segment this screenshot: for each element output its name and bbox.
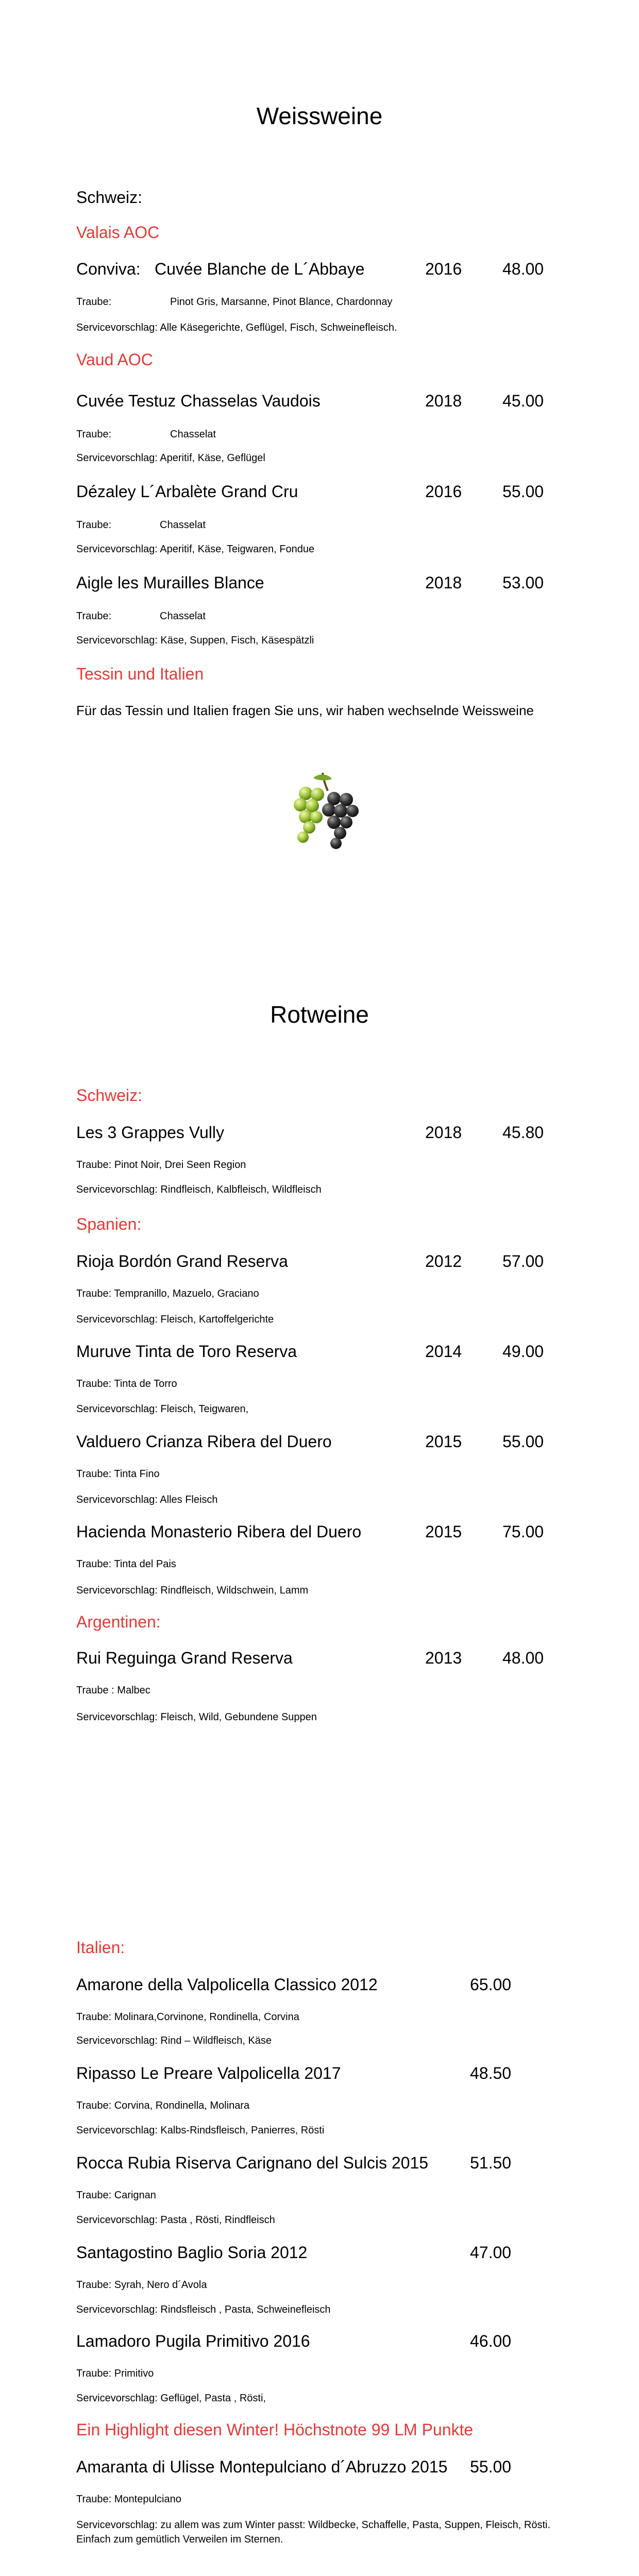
wine-price: 55.00 (502, 1432, 544, 1451)
wine-price: 57.00 (502, 1252, 544, 1270)
wine-year: 2015 (425, 1522, 462, 1541)
wine-service: Servicevorschlag: Rindfleisch, Kalbfleisch, Wildfleisch (76, 1184, 322, 1195)
wine-price: 55.00 (502, 482, 544, 501)
wine-name: Les 3 Grappes Vully (76, 1123, 224, 1142)
wine-service: Servicevorschlag: Rindfleisch, Wildschwein, Lamm (76, 1585, 309, 1596)
wine-service: Servicevorschlag: Rindsfleisch , Pasta, Schweinefleisch (76, 2304, 331, 2315)
white-country-label: Schweiz: (76, 188, 143, 207)
section-heading-italy: Italien: (76, 1938, 125, 1957)
wine-name: Ripasso Le Preare Valpolicella 2017 (76, 2064, 341, 2082)
wine-year: 2018 (425, 392, 462, 410)
wine-grape-label: Traube: (76, 429, 112, 440)
wine-service: Servicevorschlag: Rind – Wildfleisch, Käse (76, 2035, 272, 2046)
wine-grape: Traube: Primitivo (76, 2368, 154, 2379)
wine-name: Amarone della Valpolicella Classico 2012 (76, 1975, 378, 1994)
wine-name: Aigle les Murailles Blance (76, 573, 264, 592)
wine-name: Dézaley L´Arbalète Grand Cru (76, 482, 298, 501)
wine-name: Hacienda Monasterio Ribera del Duero (76, 1522, 362, 1541)
wine-price: 75.00 (502, 1522, 544, 1541)
highlight-heading: Ein Highlight diesen Winter! Höchstnote 99 LM Punkte (76, 2420, 474, 2439)
wine-grape-label: Traube: (76, 519, 112, 531)
wine-price: 48.00 (502, 260, 544, 278)
wine-year: 2018 (425, 573, 462, 592)
wine-grape-label: Traube: (76, 296, 112, 308)
wine-service: Servicevorschlag: Aperitif, Käse, Teigwaren, Fondue (76, 544, 315, 555)
wine-service: Servicevorschlag: Kalbs-Rindsfleisch, Panierres, Rösti (76, 2125, 325, 2136)
wine-grape-label: Traube: (76, 611, 112, 622)
wine-service: Servicevorschlag: Geflügel, Pasta , Rösti, (76, 2393, 266, 2404)
wine-grape: Traube: Montepulciano (76, 2494, 181, 2505)
wine-price: 65.00 (470, 1975, 512, 1994)
wine-service: Servicevorschlag: Fleisch, Teigwaren, (76, 1403, 249, 1415)
wine-price: 48.50 (470, 2064, 512, 2082)
wine-year: 2015 (425, 1432, 462, 1451)
wine-grape: Traube: Tempranillo, Mazuelo, Graciano (76, 1288, 259, 1299)
wine-name: Muruve Tinta de Toro Reserva (76, 1342, 297, 1361)
wine-price: 46.00 (470, 2332, 512, 2350)
section-heading-switzerland: Schweiz: (76, 1086, 143, 1105)
wine-name: Rui Reguinga Grand Reserva (76, 1649, 293, 1667)
wine-service: Servicevorschlag: Alle Käsegerichte, Geflügel, Fisch, Schweinefleisch. (76, 322, 397, 333)
wine-service-line2: Einfach zum gemütlich Verweilen im Sternen. (76, 2534, 283, 2545)
section-heading-argentina: Argentinen: (76, 1613, 161, 1631)
wine-service: Servicevorschlag: zu allem was zum Winter passt: Wildbecke, Schaffelle, Pasta, Suppen, Fleisch, Rösti. (76, 2519, 551, 2531)
wine-name: Lamadoro Pugila Primitivo 2016 (76, 2332, 310, 2350)
wine-year: 2018 (425, 1123, 462, 1142)
wine-grape: Traube: Pinot Noir, Drei Seen Region (76, 1159, 246, 1171)
wine-name: Santagostino Baglio Soria 2012 (76, 2243, 308, 2262)
wine-grape: Traube: Corvina, Rondinella, Molinara (76, 2100, 250, 2111)
wine-grape: Chasselat (160, 611, 206, 622)
wine-name: Amaranta di Ulisse Montepulciano d´Abruzzo 2015 (76, 2458, 448, 2476)
wine-grape: Traube: Molinara,Corvinone, Rondinella, Corvina (76, 2011, 299, 2023)
section-heading-vaud: Vaud AOC (76, 350, 153, 369)
red-wines-title: Rotweine (270, 1001, 369, 1028)
wine-grape: Chasselat (170, 429, 216, 440)
wine-year: 2014 (425, 1342, 462, 1361)
wine-grape: Traube: Tinta Fino (76, 1468, 160, 1480)
section-heading-spain: Spanien: (76, 1215, 142, 1233)
wine-grape: Traube: Carignan (76, 2190, 156, 2201)
wine-price: 53.00 (502, 573, 544, 592)
white-note: Für das Tessin und Italien fragen Sie uns, wir haben wechselnde Weissweine (76, 703, 534, 718)
wine-price: 51.50 (470, 2154, 512, 2172)
wine-year: 2013 (425, 1649, 462, 1667)
wine-grape: Traube: Tinta de Torro (76, 1378, 177, 1389)
wine-grape: Pinot Gris, Marsanne, Pinot Blance, Chardonnay (170, 296, 393, 308)
wine-year: 2016 (425, 482, 462, 501)
wine-service: Servicevorschlag: Aperitif, Käse, Geflügel (76, 452, 265, 464)
wine-price: 45.80 (502, 1123, 544, 1142)
wine-year: 2016 (425, 260, 462, 278)
section-heading-valais: Valais AOC (76, 223, 160, 242)
wine-name: Rioja Bordón Grand Reserva (76, 1252, 288, 1270)
wine-price: 45.00 (502, 392, 544, 410)
white-wines-title: Weissweine (256, 103, 383, 129)
wine-name: Cuvée Blanche de L´Abbaye (155, 260, 365, 278)
grapes-icon (282, 768, 370, 855)
wine-grape: Traube: Tinta del Pais (76, 1558, 176, 1570)
wine-name: Valduero Crianza Ribera del Duero (76, 1432, 332, 1451)
wine-name: Cuvée Testuz Chasselas Vaudois (76, 392, 321, 410)
wine-price: 55.00 (470, 2458, 512, 2476)
wine-name: Rocca Rubia Riserva Carignano del Sulcis 2015 (76, 2154, 429, 2172)
wine-service: Servicevorschlag: Käse, Suppen, Fisch, Käsespätzli (76, 635, 314, 646)
section-heading-tessin: Tessin und Italien (76, 665, 204, 683)
wine-service: Servicevorschlag: Pasta , Rösti, Rindfleisch (76, 2214, 275, 2226)
wine-price: 47.00 (470, 2243, 512, 2262)
wine-price: 49.00 (502, 1342, 544, 1361)
wine-year: 2012 (425, 1252, 462, 1270)
wine-grape: Traube: Syrah, Nero d´Avola (76, 2279, 207, 2291)
wine-service: Servicevorschlag: Fleisch, Kartoffelgerichte (76, 1314, 274, 1325)
wine-grape: Traube : Malbec (76, 1685, 150, 1696)
wine-service: Servicevorschlag: Fleisch, Wild, Gebundene Suppen (76, 1711, 317, 1723)
wine-grape: Chasselat (160, 519, 206, 531)
wine-producer: Conviva: (76, 260, 141, 278)
wine-service: Servicevorschlag: Alles Fleisch (76, 1494, 218, 1505)
wine-price: 48.00 (502, 1649, 544, 1667)
